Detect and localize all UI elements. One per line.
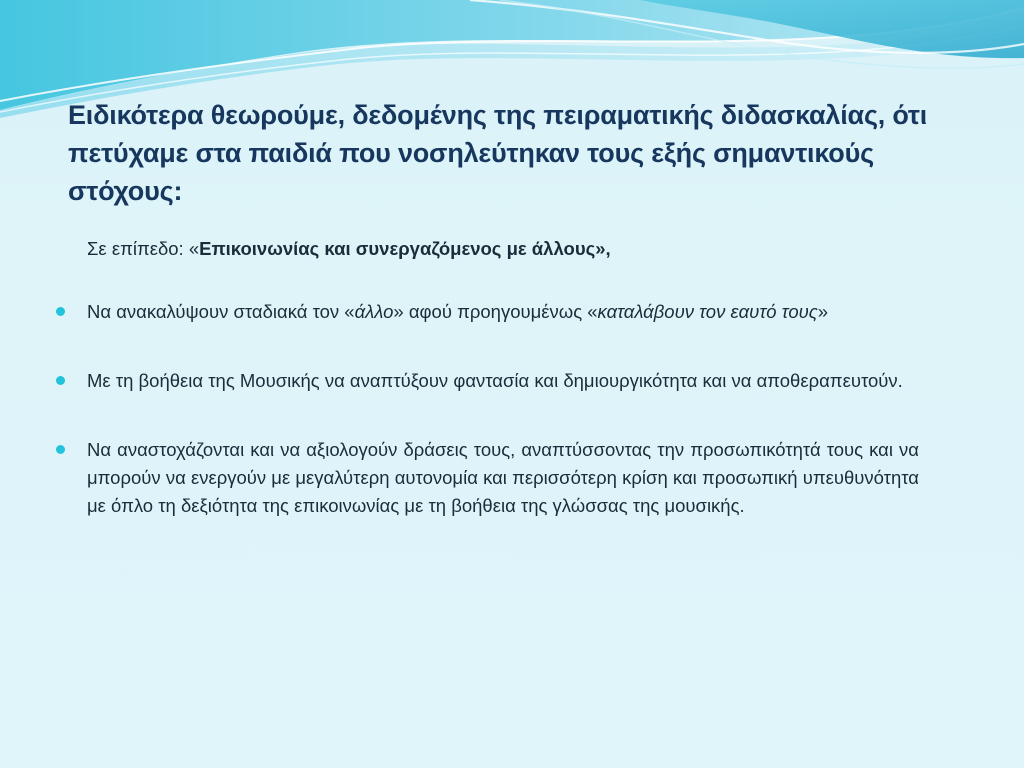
bullet-text-segment: » [817, 301, 829, 322]
slide-title: Ειδικότερα θεωρούμε, δεδομένης της πειραματικής διδασκαλίας, ότι πετύχαμε στα παιδιά που νοσηλεύτηκαν τους εξής σημαντικούς στόχους: [68, 100, 928, 206]
bullet-item [87, 298, 919, 326]
slide-subtitle [87, 235, 611, 263]
bullet-item [87, 436, 919, 520]
bullet-dot-icon [56, 445, 65, 454]
subtitle-prefix: Σε επίπεδο: « [87, 238, 200, 259]
bullet-dot-icon [56, 307, 65, 316]
bullet-text-segment: Να ανακαλύψουν σταδιακά τον « [87, 301, 355, 322]
bullet-text-segment: Να αναστοχάζονται και να αξιολογούν δράσεις τους, αναπτύσσοντας την προσωπικότητά τους και να μπορούν να ενεργούν με μεγαλύτερη αυτονομία και περισσότερη κρίση και προσωπική υπευθυνότητα με όπλο τη δεξιότητα της επικοινωνίας με τη βοήθεια της γλώσσας της μουσικής. [87, 439, 919, 516]
bullet-dot-icon [56, 376, 65, 385]
subtitle-emphasis: Επικοινωνίας και συνεργαζόμενος με άλλους», [199, 238, 611, 259]
bullet-text-segment: άλλο [354, 301, 394, 322]
bullet-list [0, 298, 1024, 520]
bullet-text-segment: Με τη βοήθεια της Μουσικής να αναπτύξουν φαντασία και δημιουργικότητα και να αποθεραπευτούν. [87, 370, 903, 391]
bullet-item [87, 367, 919, 395]
bullet-text-segment: » αφού προηγουμένως « [393, 301, 598, 322]
bullet-text-segment: καταλάβουν τον εαυτό τους [597, 301, 818, 322]
